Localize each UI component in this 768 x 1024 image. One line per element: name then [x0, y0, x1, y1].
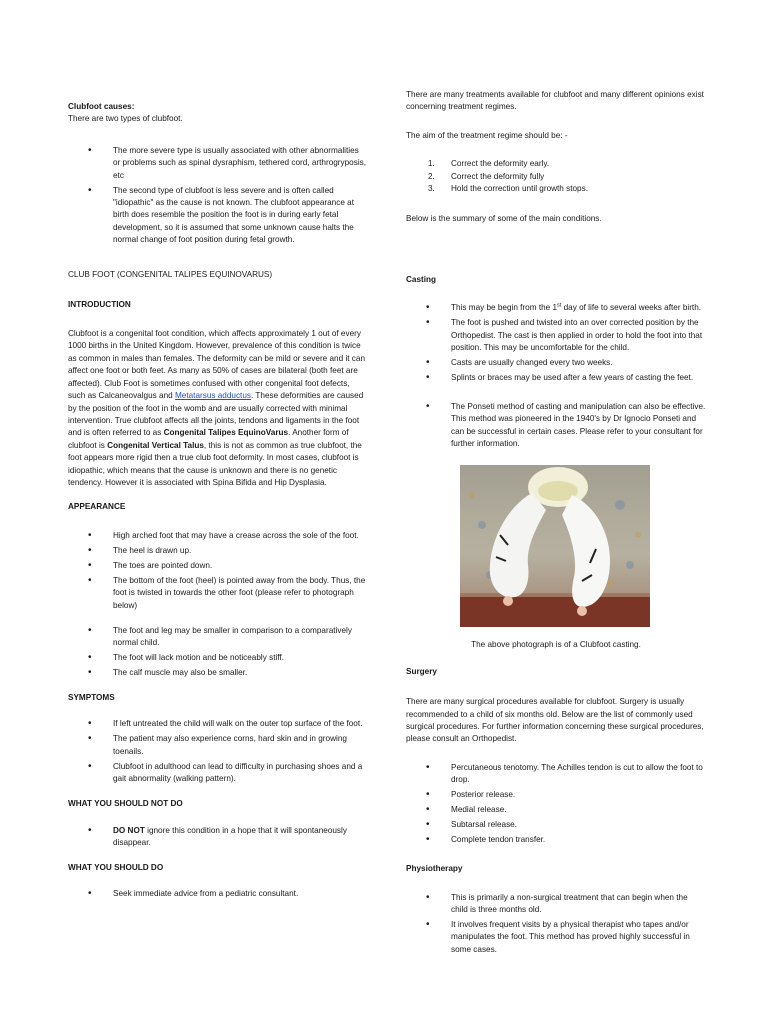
appearance-list-continued: [68, 625, 368, 680]
list-item: • If left untreated the child will walk on the outer top surface of the foot.: [68, 718, 368, 730]
summary-paragraph: Below is the summary of some of the main conditions.: [406, 214, 602, 224]
list-item: • High arched foot that may have a crease across the sole of the foot.: [68, 530, 368, 542]
introduction-heading: INTRODUCTION: [68, 299, 131, 309]
list-item: • Subtarsal release.: [406, 819, 706, 831]
right-column: [406, 89, 706, 959]
casting-heading: Casting: [406, 274, 437, 284]
clubfoot-casting-photo: [460, 465, 650, 627]
symptoms-list: [68, 718, 368, 785]
list-item: 1. Correct the deformity early.: [428, 159, 550, 169]
document-title: CLUB FOOT (CONGENITAL TALIPES EQUINOVARUS): [68, 270, 273, 280]
list-item: • The second type of clubfoot is less severe and is often called "idiopathic" as the cause is not known. The clubfoot appearance at birth does resemble the position the foot is in during early fetal development, so it is assumed that some unknown cause halts the normal change of foot position during fetal growth.: [68, 185, 368, 247]
what-not-to-do-list: [68, 825, 368, 850]
list-item: • Percutaneous tenotomy. The Achilles tendon is cut to allow the foot to drop.: [406, 762, 706, 787]
list-item: • The calf muscle may also be smaller.: [68, 667, 368, 679]
metatarsus-adductus-link[interactable]: Metatarsus adductus: [174, 391, 251, 401]
list-item: • Clubfoot in adulthood can lead to difficulty in purchasing shoes and a gait abnormality (walking pattern).: [68, 761, 368, 786]
list-item: • The toes are pointed down.: [68, 560, 368, 572]
surgery-heading: Surgery: [406, 666, 437, 676]
list-item: • Splints or braces may be used after a few years of casting the feet.: [406, 372, 706, 384]
surgery-paragraph: There are many surgical procedures available for clubfoot. Surgery is usually recommended to a child of six months old. Below are the list of commonly used surgical procedures. For further information concerning these surgical procedures, please consult an Orthopedist.: [406, 697, 704, 744]
list-item: • It involves frequent visits by a physical therapist who tapes and/or manipulates the foot. This method has proved highly successful in some cases.: [406, 919, 706, 956]
causes-intro: There are two types of clubfoot.: [68, 114, 183, 124]
list-item: • Seek immediate advice from a pediatric consultant.: [68, 888, 368, 900]
surgery-list: [406, 762, 706, 847]
list-item: • Casts are usually changed every two weeks.: [406, 357, 706, 369]
physiotherapy-heading: Physiotherapy: [406, 864, 463, 874]
introduction-paragraph: Clubfoot is a congenital foot condition, which affects approximately 1 out of every 1000 births in the United Kingdom. However, prevalence of this condition is twice as common in males than females. The deformity can be mild or severe and it can affect one foot or both feet. As many as 50% of cases are bilateral (both feet are affected). Club Foot is sometimes confused with other congenital foot defects, such as Calcaneovalgus and Metatarsus adductus. These deformities are caused by the position of the foot in the womb and are usually corrected with minimal intervention. True clubfoot affects all the joints, tendons and ligaments in the foot and is often referred to as Congenital Talipes EquinoVarus. Another form of clubfoot is Congenital Vertical Talus, this is not as common as true clubfoot, the foot appears more rigid then a true club foot deformity. In most cases, clubfoot is idiopathic, which means that the cause is unknown and there is no genetic tendency. However it is associated with Spina Bifida and Hip Dysplasia.: [68, 329, 366, 487]
causes-heading: Clubfoot causes:: [68, 102, 135, 111]
list-item: • The patient may also experience corns, hard skin and in growing toenails.: [68, 733, 368, 758]
list-item: • The more severe type is usually associated with other abnormalities or problems such as spinal dysraphism, tethered cord, arthrogryposis, etc: [68, 145, 368, 182]
list-item: • The heel is drawn up.: [68, 545, 368, 557]
list-item: • The Ponseti method of casting and manipulation can also be effective. This method was pioneered in the 1940's by Dr Ignocio Ponseti and can be successful in certain cases. Please refer to your consultant for further information.: [406, 401, 706, 451]
list-item: • Complete tendon transfer.: [406, 834, 706, 846]
aims-list: [406, 158, 706, 195]
appearance-list: [68, 530, 368, 612]
treatment-aim-paragraph: The aim of the treatment regime should be: -: [406, 130, 568, 140]
physiotherapy-list: [406, 892, 706, 957]
ponseti-list: [406, 401, 706, 451]
photo-caption: The above photograph is of a Clubfoot casting.: [471, 640, 641, 650]
appearance-heading: APPEARANCE: [68, 502, 126, 512]
causes-list: [68, 145, 368, 247]
list-item: • The foot and leg may be smaller in comparison to a comparatively normal child.: [68, 625, 368, 650]
list-item: • The bottom of the foot (heel) is pointed away from the body. Thus, the foot is twisted in towards the other foot (please refer to photograph below): [68, 575, 368, 612]
list-item: • The foot will lack motion and be noticeably stiff.: [68, 652, 368, 664]
what-to-do-heading: WHAT YOU SHOULD DO: [68, 863, 164, 872]
list-item: • This may be begin from the 1st day of life to several weeks after birth.: [406, 302, 706, 314]
what-to-do-list: [68, 888, 368, 900]
symptoms-heading: SYMPTOMS: [68, 692, 115, 702]
list-item: • This is primarily a non-surgical treatment that can begin when the child is three months old.: [406, 892, 706, 917]
list-item: • Medial release.: [406, 804, 706, 816]
treatments-paragraph: There are many treatments available for clubfoot and many different opinions exist concerning treatment regimes.: [406, 90, 704, 112]
list-item: 2. Correct the deformity fully: [428, 171, 545, 181]
what-not-to-do-heading: WHAT YOU SHOULD NOT DO: [68, 799, 183, 809]
casting-list: [406, 302, 706, 384]
left-column: [68, 101, 368, 903]
list-item: 3. Hold the correction until growth stops.: [428, 184, 588, 194]
list-item: • DO NOT ignore this condition in a hope that it will spontaneously disappear.: [68, 825, 368, 850]
list-item: • Posterior release.: [406, 789, 706, 801]
list-item: • The foot is pushed and twisted into an over corrected position by the Orthopedist. The cast is then applied in order to hold the foot into that position. This may be uncomfortable for the child.: [406, 317, 706, 354]
